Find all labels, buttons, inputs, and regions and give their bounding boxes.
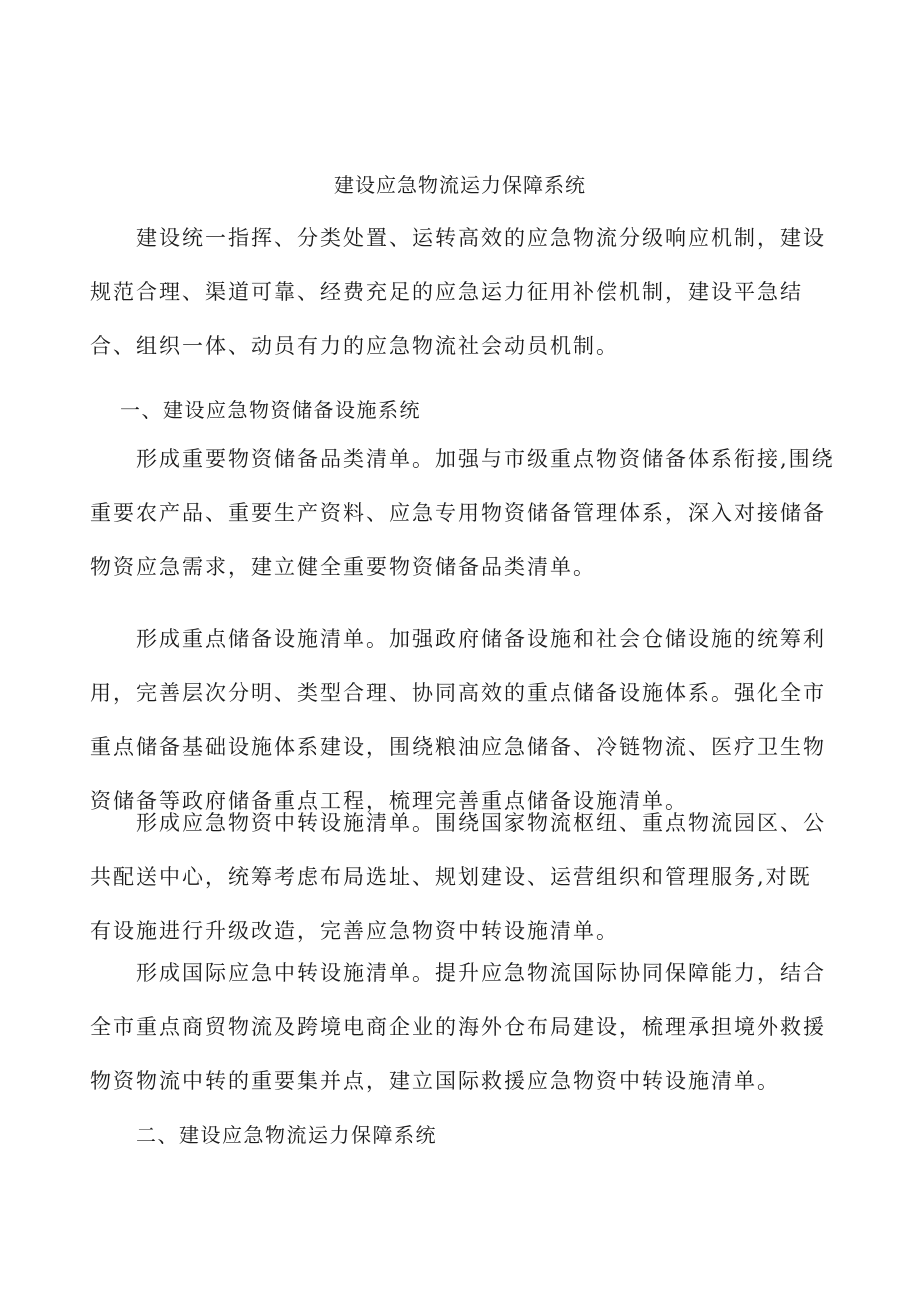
paragraph-line: 合、组织一体、动员有力的应急物流社会动员机制。 [90, 334, 619, 358]
paragraph-line: 物资应急需求，建立健全重要物资储备品类清单。 [90, 555, 596, 579]
document-title: 建设应急物流运力保障系统 [334, 173, 586, 197]
paragraph-line: 形成重点储备设施清单。加强政府储备设施和社会仓储设施的统筹利 [136, 627, 826, 651]
paragraph-line: 资储备等政府储备重点工程，梳理完善重点储备设施清单。 [90, 789, 688, 813]
paragraph-line: 有设施进行升级改造，完善应急物资中转设施清单。 [90, 919, 619, 943]
section-heading-1: 一、建设应急物资储备设施系统 [120, 398, 421, 422]
paragraph-line: 规范合理、渠道可靠、经费充足的应急运力征用补偿机制，建设平急结 [90, 280, 803, 304]
paragraph-line: 全市重点商贸物流及跨境电商企业的海外仓布局建设，梳理承担境外救援 [90, 1015, 826, 1039]
paragraph-4 [90, 946, 850, 1108]
paragraph-line: 形成应急物资中转设施清单。围绕国家物流枢纽、重点物流园区、公 [136, 811, 826, 835]
paragraph-3 [90, 796, 850, 958]
paragraph-line: 共配送中心，统筹考虑布局选址、规划建设、运营组织和管理服务,对既 [90, 865, 812, 889]
paragraph-line: 形成重要物资储备品类清单。加强与市级重点物资储备体系衔接,围绕 [136, 447, 835, 471]
paragraph-line: 用，完善层次分明、类型合理、协同高效的重点储备设施体系。强化全市 [90, 681, 826, 705]
paragraph-line: 重要农产品、重要生产资料、应急专用物资储备管理体系，深入对接储备 [90, 501, 826, 525]
paragraph-1 [90, 432, 850, 594]
paragraph-line: 重点储备基础设施体系建设，围绕粮油应急储备、冷链物流、医疗卫生物 [90, 735, 826, 759]
section-heading-2: 二、建设应急物流运力保障系统 [136, 1123, 437, 1147]
paragraph-line: 建设统一指挥、分类处置、运转高效的应急物流分级响应机制，建设 [136, 226, 826, 250]
paragraph-line: 形成国际应急中转设施清单。提升应急物流国际协同保障能力，结合 [136, 961, 826, 985]
paragraph-line: 物资物流中转的重要集并点，建立国际救援应急物资中转设施清单。 [90, 1069, 780, 1093]
intro-paragraph [90, 211, 850, 373]
